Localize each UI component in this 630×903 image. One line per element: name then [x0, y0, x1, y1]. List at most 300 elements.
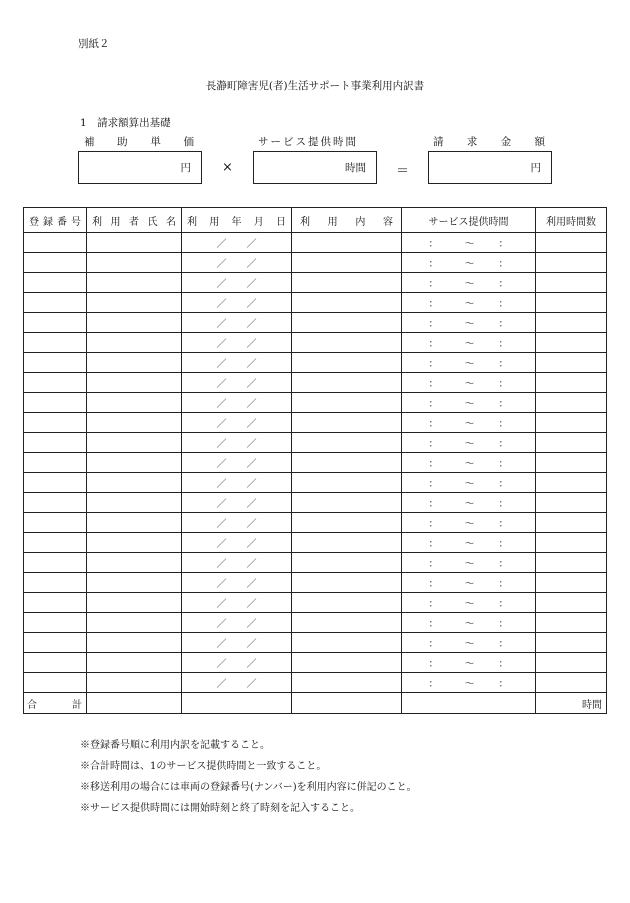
use-content-cell[interactable] [292, 333, 402, 353]
service-time-cell[interactable] [402, 573, 536, 593]
use-date-cell[interactable] [182, 593, 292, 613]
hours-count-cell[interactable] [536, 253, 607, 273]
hours-count-cell[interactable] [536, 513, 607, 533]
service-time-cell[interactable] [402, 333, 536, 353]
use-date-cell[interactable] [182, 273, 292, 293]
date-slash: ／ [216, 499, 227, 510]
header-use-date-char: 利 [187, 216, 197, 228]
user-name-cell[interactable] [87, 633, 182, 653]
amount-label [433, 134, 545, 149]
total-label-cell [24, 693, 87, 714]
header-use-date-char: 用 [209, 216, 220, 228]
date-slash: ／ [246, 479, 257, 490]
hours-count-cell[interactable] [536, 533, 607, 553]
hours-count-cell[interactable] [536, 293, 607, 313]
service-hours-label-char: ス [295, 136, 306, 148]
table-row [24, 353, 607, 373]
unit-price-label [84, 134, 194, 149]
service-time-cell[interactable] [402, 453, 536, 473]
header-use-date-char: 月 [253, 216, 264, 228]
service-time-cell[interactable] [402, 653, 536, 673]
reg-no-cell[interactable] [24, 433, 87, 453]
header-user-name-char: 者 [129, 216, 139, 228]
header-reg-no [24, 208, 87, 233]
date-slash: ／ [216, 539, 227, 550]
user-name-cell[interactable] [87, 533, 182, 553]
service-hours-field[interactable] [253, 151, 377, 184]
service-hours-label-char: ビ [283, 136, 294, 148]
service-time-cell[interactable] [402, 553, 536, 573]
total-row [24, 693, 607, 714]
reg-no-cell[interactable] [24, 573, 87, 593]
time-colon: ： [428, 319, 439, 330]
date-slash: ／ [246, 679, 257, 690]
unit-price-label-char: 単 [150, 136, 161, 148]
service-time-cell[interactable] [402, 393, 536, 413]
user-name-cell[interactable] [87, 553, 182, 573]
user-name-cell[interactable] [87, 373, 182, 393]
time-colon: ： [498, 279, 509, 290]
hours-count-cell[interactable] [536, 233, 607, 253]
header-use-content-char: 内 [355, 216, 366, 228]
service-hours-label-char: 時 [333, 136, 344, 148]
date-slash: ／ [246, 639, 257, 650]
time-colon: ： [428, 359, 439, 370]
hours-count-cell[interactable] [536, 473, 607, 493]
use-content-cell[interactable] [292, 573, 402, 593]
user-name-cell[interactable] [87, 393, 182, 413]
time-tilde: 〜 [464, 339, 475, 350]
header-user-name-char: 用 [110, 216, 121, 228]
date-slash: ／ [216, 579, 227, 590]
use-content-cell[interactable] [292, 393, 402, 413]
time-colon: ： [498, 319, 509, 330]
multiply-symbol: × [222, 160, 233, 175]
user-name-cell[interactable] [87, 613, 182, 633]
date-slash: ／ [246, 399, 257, 410]
date-slash: ／ [246, 579, 257, 590]
time-tilde: 〜 [464, 539, 475, 550]
table-row [24, 613, 607, 633]
date-slash: ／ [216, 359, 227, 370]
hours-count-cell[interactable] [536, 553, 607, 573]
user-name-cell[interactable] [87, 573, 182, 593]
time-colon: ： [498, 639, 509, 650]
header-use-content-char: 容 [382, 216, 393, 228]
date-slash: ／ [246, 279, 257, 290]
unit-price-label-char: 助 [117, 136, 128, 148]
use-date-cell[interactable] [182, 473, 292, 493]
use-date-cell[interactable] [182, 573, 292, 593]
time-colon: ： [428, 619, 439, 630]
date-slash: ／ [246, 619, 257, 630]
hours-count-cell[interactable] [536, 413, 607, 433]
use-content-cell[interactable] [292, 473, 402, 493]
unit-price-label-char: 補 [84, 136, 95, 148]
time-colon: ： [498, 499, 509, 510]
user-name-cell[interactable] [87, 233, 182, 253]
use-date-cell[interactable] [182, 653, 292, 673]
service-time-cell[interactable] [402, 673, 536, 693]
time-colon: ： [498, 359, 509, 370]
reg-no-cell[interactable] [24, 333, 87, 353]
service-time-cell[interactable] [402, 613, 536, 633]
use-date-cell[interactable] [182, 373, 292, 393]
date-slash: ／ [246, 259, 257, 270]
use-content-cell[interactable] [292, 413, 402, 433]
use-date-cell[interactable] [182, 413, 292, 433]
hours-count-cell[interactable] [536, 673, 607, 693]
time-colon: ： [498, 579, 509, 590]
unit-price-field[interactable] [78, 151, 202, 184]
time-tilde: 〜 [464, 379, 475, 390]
date-slash: ／ [216, 239, 227, 250]
use-content-cell[interactable] [292, 653, 402, 673]
use-content-cell[interactable] [292, 513, 402, 533]
time-colon: ： [498, 399, 509, 410]
time-colon: ： [428, 539, 439, 550]
time-tilde: 〜 [464, 619, 475, 630]
date-slash: ／ [216, 479, 227, 490]
time-colon: ： [428, 579, 439, 590]
table-row [24, 513, 607, 533]
time-tilde: 〜 [464, 499, 475, 510]
user-name-cell[interactable] [87, 493, 182, 513]
use-date-cell[interactable] [182, 293, 292, 313]
total-empty-cell [402, 693, 536, 714]
table-row [24, 273, 607, 293]
user-name-cell[interactable] [87, 413, 182, 433]
time-tilde: 〜 [464, 239, 475, 250]
use-content-cell[interactable] [292, 233, 402, 253]
time-colon: ： [498, 239, 509, 250]
service-hours-label-char: ー [270, 136, 281, 148]
time-colon: ： [428, 459, 439, 470]
unit-price-label-char: 価 [183, 136, 194, 148]
use-date-cell[interactable] [182, 313, 292, 333]
date-slash: ／ [246, 379, 257, 390]
date-slash: ／ [246, 459, 257, 470]
reg-no-cell[interactable] [24, 313, 87, 333]
table-row [24, 253, 607, 273]
time-colon: ： [498, 299, 509, 310]
time-colon: ： [428, 679, 439, 690]
hours-count-cell[interactable] [536, 393, 607, 413]
time-tilde: 〜 [464, 399, 475, 410]
hours-count-cell[interactable] [536, 273, 607, 293]
time-colon: ： [498, 519, 509, 530]
time-colon: ： [428, 279, 439, 290]
user-name-cell[interactable] [87, 513, 182, 533]
header-use-date-char: 日 [276, 216, 286, 228]
service-time-cell[interactable] [402, 473, 536, 493]
hours-count-cell[interactable] [536, 373, 607, 393]
time-colon: ： [428, 499, 439, 510]
table-row [24, 553, 607, 573]
date-slash: ／ [246, 359, 257, 370]
time-colon: ： [428, 339, 439, 350]
reg-no-cell[interactable] [24, 233, 87, 253]
reg-no-cell[interactable] [24, 473, 87, 493]
time-colon: ： [498, 679, 509, 690]
service-time-cell[interactable] [402, 533, 536, 553]
use-date-cell[interactable] [182, 333, 292, 353]
date-slash: ／ [216, 439, 227, 450]
hours-count-cell[interactable] [536, 653, 607, 673]
table-row [24, 633, 607, 653]
reg-no-cell[interactable] [24, 533, 87, 553]
date-slash: ／ [216, 599, 227, 610]
reg-no-cell[interactable] [24, 653, 87, 673]
time-colon: ： [428, 419, 439, 430]
service-time-cell[interactable] [402, 513, 536, 533]
header-use-date [182, 208, 292, 233]
table-row [24, 373, 607, 393]
amount-field[interactable] [428, 151, 552, 184]
time-tilde: 〜 [464, 479, 475, 490]
hours-count-cell[interactable] [536, 333, 607, 353]
date-slash: ／ [246, 239, 257, 250]
header-use-content [292, 208, 402, 233]
time-tilde: 〜 [464, 299, 475, 310]
use-date-cell[interactable] [182, 233, 292, 253]
service-time-cell[interactable] [402, 293, 536, 313]
use-content-cell[interactable] [292, 293, 402, 313]
hours-count-cell[interactable] [536, 633, 607, 653]
service-time-cell[interactable] [402, 593, 536, 613]
time-colon: ： [428, 639, 439, 650]
time-tilde: 〜 [464, 279, 475, 290]
hours-count-cell[interactable] [536, 593, 607, 613]
reg-no-cell[interactable] [24, 673, 87, 693]
hours-count-cell[interactable] [536, 613, 607, 633]
hours-count-cell[interactable] [536, 493, 607, 513]
table-row [24, 313, 607, 333]
user-name-cell[interactable] [87, 433, 182, 453]
service-time-cell[interactable] [402, 233, 536, 253]
reg-no-cell[interactable] [24, 553, 87, 573]
time-colon: ： [428, 259, 439, 270]
table-row [24, 593, 607, 613]
service-time-cell[interactable] [402, 633, 536, 653]
date-slash: ／ [216, 659, 227, 670]
date-slash: ／ [216, 379, 227, 390]
table-row [24, 233, 607, 253]
user-name-cell[interactable] [87, 673, 182, 693]
time-colon: ： [498, 479, 509, 490]
user-name-cell[interactable] [87, 353, 182, 373]
service-time-cell[interactable] [402, 353, 536, 373]
time-colon: ： [498, 439, 509, 450]
time-tilde: 〜 [464, 459, 475, 470]
date-slash: ／ [246, 339, 257, 350]
use-content-cell[interactable] [292, 633, 402, 653]
use-content-cell[interactable] [292, 253, 402, 273]
use-content-cell[interactable] [292, 613, 402, 633]
time-colon: ： [428, 479, 439, 490]
total-empty-cell [87, 693, 182, 714]
reg-no-cell[interactable] [24, 373, 87, 393]
table-row [24, 573, 607, 593]
user-name-cell[interactable] [87, 653, 182, 673]
date-slash: ／ [216, 559, 227, 570]
use-content-cell[interactable] [292, 453, 402, 473]
time-tilde: 〜 [464, 519, 475, 530]
note-line: ※登録番号順に利用内訳を記載すること。 [80, 740, 270, 751]
service-hours-label-char: 間 [345, 136, 356, 148]
hours-count-cell[interactable] [536, 573, 607, 593]
use-date-cell[interactable] [182, 613, 292, 633]
use-content-cell[interactable] [292, 433, 402, 453]
service-time-cell[interactable] [402, 413, 536, 433]
reg-no-cell[interactable] [24, 293, 87, 313]
table-row [24, 333, 607, 353]
user-name-cell[interactable] [87, 273, 182, 293]
hours-count-cell[interactable] [536, 353, 607, 373]
section-heading: 1 請求額算出基礎 [80, 117, 171, 129]
time-colon: ： [498, 259, 509, 270]
date-slash: ／ [216, 419, 227, 430]
use-date-cell[interactable] [182, 633, 292, 653]
use-date-cell[interactable] [182, 453, 292, 473]
table-header-row [24, 208, 607, 233]
date-slash: ／ [246, 539, 257, 550]
attachment-label: 別紙２ [78, 38, 110, 50]
date-slash: ／ [216, 679, 227, 690]
service-time-cell[interactable] [402, 273, 536, 293]
service-time-cell[interactable] [402, 313, 536, 333]
date-slash: ／ [216, 639, 227, 650]
use-date-cell[interactable] [182, 533, 292, 553]
date-slash: ／ [216, 319, 227, 330]
service-time-cell[interactable] [402, 433, 536, 453]
header-reg-no-char: 号 [71, 216, 81, 228]
service-time-cell[interactable] [402, 373, 536, 393]
service-time-cell[interactable] [402, 253, 536, 273]
use-content-cell[interactable] [292, 313, 402, 333]
service-hours-label-char: 供 [320, 136, 331, 148]
date-slash: ／ [246, 519, 257, 530]
use-date-cell[interactable] [182, 353, 292, 373]
hours-count-cell[interactable] [536, 433, 607, 453]
header-user-name-char: 名 [166, 216, 176, 228]
reg-no-cell[interactable] [24, 253, 87, 273]
user-name-cell[interactable] [87, 333, 182, 353]
reg-no-cell[interactable] [24, 513, 87, 533]
reg-no-cell[interactable] [24, 593, 87, 613]
header-hours-count: 利用時間数 [536, 208, 607, 233]
use-content-cell[interactable] [292, 553, 402, 573]
time-colon: ： [498, 339, 509, 350]
date-slash: ／ [216, 299, 227, 310]
use-content-cell[interactable] [292, 533, 402, 553]
time-tilde: 〜 [464, 359, 475, 370]
hours-count-cell[interactable] [536, 313, 607, 333]
total-label-char: 合 [27, 699, 37, 711]
service-time-cell[interactable] [402, 493, 536, 513]
table-row [24, 453, 607, 473]
time-colon: ： [498, 559, 509, 570]
header-user-name-char: 氏 [147, 216, 158, 228]
use-content-cell[interactable] [292, 353, 402, 373]
user-name-cell[interactable] [87, 253, 182, 273]
reg-no-cell[interactable] [24, 613, 87, 633]
service-hours-label-char: 提 [308, 136, 319, 148]
user-name-cell[interactable] [87, 593, 182, 613]
use-date-cell[interactable] [182, 433, 292, 453]
hours-count-cell[interactable] [536, 453, 607, 473]
use-date-cell[interactable] [182, 673, 292, 693]
reg-no-cell[interactable] [24, 393, 87, 413]
use-content-cell[interactable] [292, 493, 402, 513]
use-content-cell[interactable] [292, 593, 402, 613]
user-name-cell[interactable] [87, 293, 182, 313]
note-line: ※合計時間は、1のサービス提供時間と一致すること。 [80, 761, 327, 772]
date-slash: ／ [246, 559, 257, 570]
time-colon: ： [498, 459, 509, 470]
time-colon: ： [498, 619, 509, 630]
time-colon: ： [428, 239, 439, 250]
table-row [24, 673, 607, 693]
reg-no-cell[interactable] [24, 453, 87, 473]
header-use-content-char: 利 [300, 216, 310, 228]
table-row [24, 473, 607, 493]
time-tilde: 〜 [464, 639, 475, 650]
date-slash: ／ [246, 499, 257, 510]
date-slash: ／ [246, 599, 257, 610]
time-colon: ： [498, 539, 509, 550]
date-slash: ／ [216, 459, 227, 470]
date-slash: ／ [246, 299, 257, 310]
reg-no-cell[interactable] [24, 493, 87, 513]
time-colon: ： [428, 439, 439, 450]
use-content-cell[interactable] [292, 273, 402, 293]
use-content-cell[interactable] [292, 673, 402, 693]
use-date-cell[interactable] [182, 393, 292, 413]
total-hours-cell[interactable]: 時間 [536, 693, 607, 714]
table-row [24, 493, 607, 513]
time-tilde: 〜 [464, 319, 475, 330]
time-tilde: 〜 [464, 559, 475, 570]
time-colon: ： [428, 599, 439, 610]
time-colon: ： [498, 419, 509, 430]
time-tilde: 〜 [464, 659, 475, 670]
reg-no-cell[interactable] [24, 273, 87, 293]
time-colon: ： [428, 659, 439, 670]
header-user-name-char: 利 [92, 216, 102, 228]
time-tilde: 〜 [464, 439, 475, 450]
use-date-cell[interactable] [182, 513, 292, 533]
reg-no-cell[interactable] [24, 353, 87, 373]
user-name-cell[interactable] [87, 453, 182, 473]
reg-no-cell[interactable] [24, 413, 87, 433]
table-row [24, 393, 607, 413]
service-hours-label-char: サ [258, 136, 269, 148]
date-slash: ／ [246, 319, 257, 330]
use-date-cell[interactable] [182, 253, 292, 273]
user-name-cell[interactable] [87, 313, 182, 333]
table-row [24, 533, 607, 553]
date-slash: ／ [246, 439, 257, 450]
use-date-cell[interactable] [182, 553, 292, 573]
reg-no-cell[interactable] [24, 633, 87, 653]
time-colon: ： [428, 399, 439, 410]
use-content-cell[interactable] [292, 373, 402, 393]
table-row [24, 293, 607, 313]
user-name-cell[interactable] [87, 473, 182, 493]
time-colon: ： [428, 519, 439, 530]
use-date-cell[interactable] [182, 493, 292, 513]
